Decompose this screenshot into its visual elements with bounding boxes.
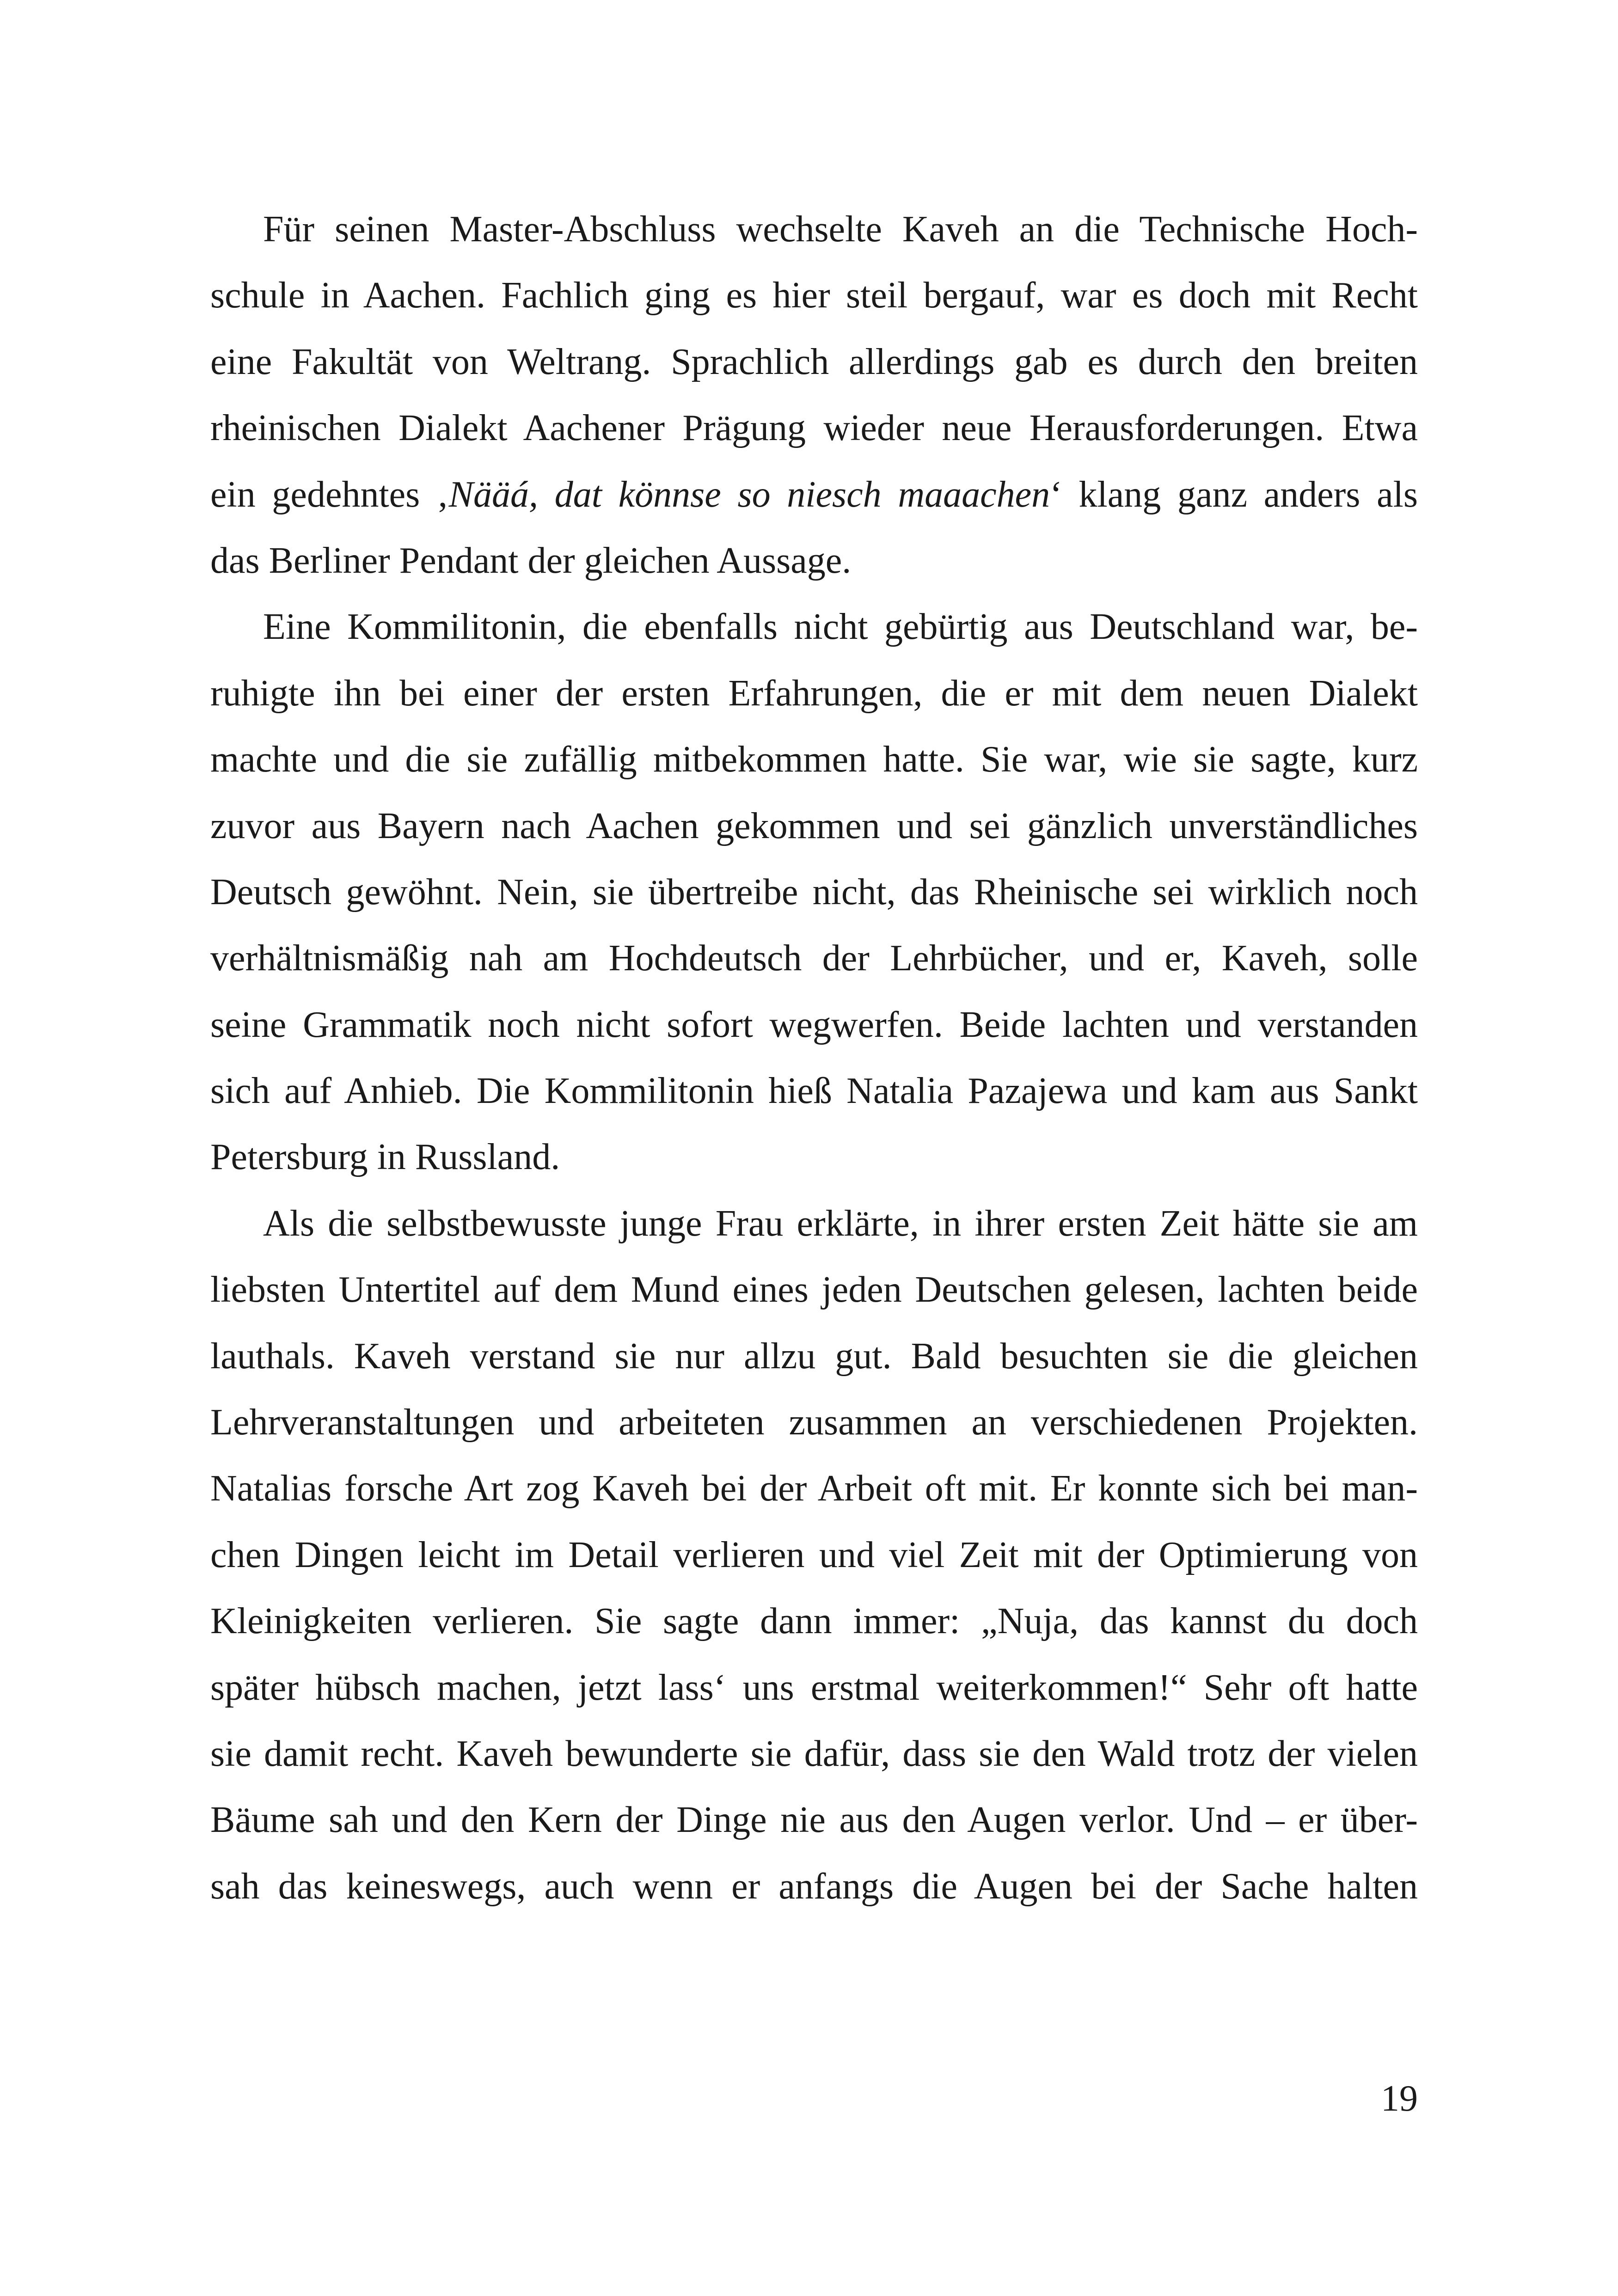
text-line: Lehrveranstaltungen und arbeiteten zusammen an verschiedenen Projekten. — [210, 1402, 1418, 1443]
text-line: lauthals. Kaveh verstand sie nur allzu gut. Bald besuchten sie die gleichen — [210, 1335, 1418, 1377]
text-line: Für seinen Master-Abschluss wechselte Kaveh an die Technische Hoch- — [263, 209, 1418, 250]
text-line: Als die selbstbewusste junge Frau erklärte, in ihrer ersten Zeit hätte sie am — [263, 1203, 1418, 1244]
text-line: machte und die sie zufällig mitbekommen hatte. Sie war, wie sie sagte, kurz — [210, 739, 1418, 780]
text-line: Eine Kommilitonin, die ebenfalls nicht gebürtig aus Deutschland war, be- — [263, 606, 1418, 648]
text-line: Petersburg in Russland. — [210, 1137, 560, 1178]
text-line: schule in Aachen. Fachlich ging es hier steil bergauf, war es doch mit Recht — [210, 275, 1418, 316]
text-line: liebsten Untertitel auf dem Mund eines jeden Deutschen gelesen, lachten beide — [210, 1269, 1418, 1310]
text-line-with-quote — [210, 462, 1418, 528]
text-line: sah das keineswegs, auch wenn er anfangs die Augen bei der Sache halten — [210, 1866, 1418, 1907]
text-line: Natalias forsche Art zog Kaveh bei der Arbeit oft mit. Er konnte sich bei man- — [210, 1468, 1418, 1509]
text-line: später hübsch machen, jetzt lass‘ uns erstmal weiterkommen!“ Sehr oft hatte — [210, 1667, 1418, 1708]
text-line: eine Fakultät von Weltrang. Sprachlich allerdings gab es durch den breiten — [210, 341, 1418, 382]
text-line: Kleinigkeiten verlieren. Sie sagte dann immer: „Nuja, das kannst du doch — [210, 1601, 1418, 1642]
text-line: zuvor aus Bayern nach Aachen gekommen und sei gänzlich unverständliches — [210, 805, 1418, 846]
body-text — [210, 196, 1418, 1920]
text-line: sich auf Anhieb. Die Kommilitonin hieß Natalia Pazajewa und kam aus Sankt — [210, 1071, 1418, 1112]
text-line: das Berliner Pendant der gleichen Aussage. — [210, 540, 852, 581]
text-segment: ein gedehntes ‚ — [210, 474, 449, 515]
text-line: chen Dingen leicht im Detail verlieren und viel Zeit mit der Optimierung von — [210, 1534, 1418, 1575]
text-line: verhältnismäßig nah am Hochdeutsch der Lehrbücher, und er, Kaveh, solle — [210, 938, 1418, 979]
text-line: Deutsch gewöhnt. Nein, sie übertreibe nicht, das Rheinische sei wirklich noch — [210, 871, 1418, 912]
text-line: Bäume sah und den Kern der Dinge nie aus den Augen verlor. Und – er über- — [210, 1800, 1418, 1841]
text-segment: ‘ klang ganz anders als — [1050, 474, 1418, 515]
text-line: ruhigte ihn bei einer der ersten Erfahrungen, die er mit dem neuen Dialekt — [210, 673, 1418, 714]
page-number: 19 — [1381, 2078, 1418, 2119]
text-line: rheinischen Dialekt Aachener Prägung wieder neue Herausforderungen. Etwa — [210, 408, 1418, 449]
text-line: sie damit recht. Kaveh bewunderte sie dafür, dass sie den Wald trotz der vielen — [210, 1733, 1418, 1774]
text-line: seine Grammatik noch nicht sofort wegwerfen. Beide lachten und verstanden — [210, 1004, 1418, 1045]
dialect-quote: Nääá, dat könnse so niesch maaachen — [448, 474, 1050, 515]
